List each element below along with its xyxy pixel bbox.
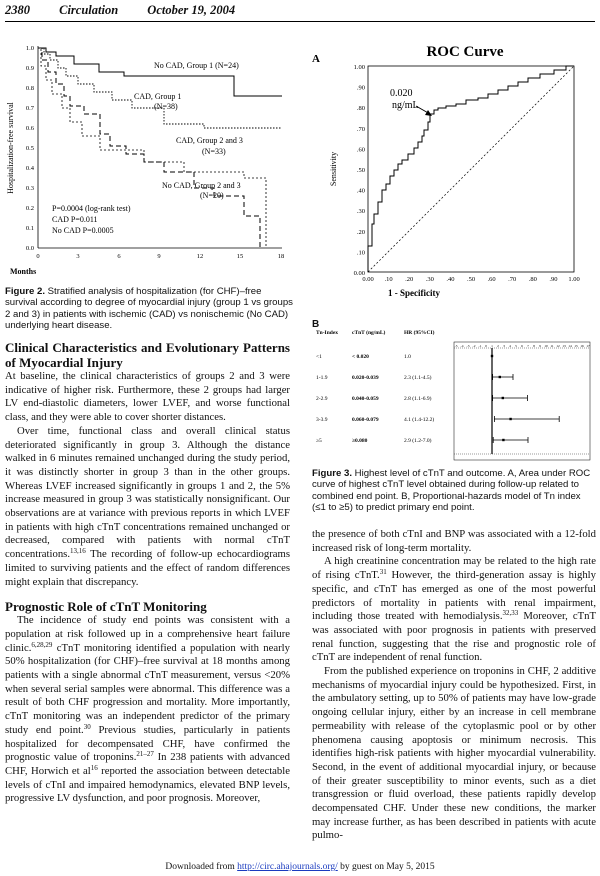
paragraph: From the published experience on troponins in CHF, 2 additive mechanisms of myocardial injury could be hypothesized. First, in the ambulatory setting, up to 50% of patients may have low-grade ongoing cellular injury, either by an increase in cell membrane permeability with release of the cytoplasmic pool or by other phenomena causing apoptosis or minimum necrosis. This identifies high-risk patients with higher myocardial vulnerability. Second, in the event of additional myocardial injury, or because of their greater susceptibility to minor events, such as a diet transgression or fluid overload, these patients rapidly develop decompensated CHF. Under these new conditions, the marker may increase further, as has been described in patients with acute pulmo-	[312, 665, 596, 842]
table-index: <1	[316, 354, 322, 360]
forest-tick: 2	[497, 344, 499, 348]
y-tick: 1.0	[25, 45, 34, 52]
forest-point	[509, 418, 511, 420]
panel-b-label: B	[312, 319, 320, 330]
figure-2-label: Figure 2.	[5, 286, 45, 297]
table-hr: 2.9 (1.2-7.0)	[404, 438, 432, 444]
forest-tick: -2	[472, 344, 476, 348]
roc-y-tick: .60	[356, 146, 365, 154]
table-index: 3-3.9	[316, 417, 328, 423]
forest-tick: 12	[556, 344, 560, 348]
table-range: 0.060-0.079	[352, 417, 379, 423]
figure-2-caption-text: Stratified analysis of hospitalization (for CHF)–free survival according to degree of myocardial injury (group 1 vs groups 2 and 3) in patients with ischemic (CAD) vs nonischemic (No CAD) underlying heart disease.	[5, 286, 293, 332]
figure-3a-roc	[310, 38, 598, 310]
paragraph: Over time, functional class and overall clinical status deteriorated significantly in group 3. Although the distance walked in 6 minutes remained unchanged during the study period, it was distinctly shorter in group 3 than in the other groups. Whereas LVEF increased significantly in groups 1 and 2, the 5% increase measured in group 3 was statistically nonsignificant. Our observations are at variance with previous reports in which LVEF in patients with high cTnT concentrations remained unchanged or decreased, compared with patients with normal cTnT concentrations.$^{13,16}$ The recording of follow-up echocardiograms limited to surviving patients and the effect of random differences might explain that discrepancy.	[5, 424, 290, 588]
paragraph: The incidence of study end points was consistent with a population at risk followed up in a comprehensive heart failure clinic.$^{6,28,29}$ cTnT monitoring identified a population with nearly 50% hospitalization (for CHF)–free survival at 18 months among patients with a single abnormal cTnT measurement, versus <20% when several serial samples were abnormal. This difference was a result of both CHF progression and mortality. More importantly, cTnT monitoring was an independent predictor of the primary study end point.$^{30}$ Previous studies, particularly in patients hospitalized for decompensated CHF, have confirmed the prognostic value of troponins.$^{21-27}$ In 238 patients with advanced CHF, Horwich et $al^{16}$ reported the association between detectable levels of cTnI and impaired hemodynamics, elevated BNP levels, progressive LV dysfunction, and poor prognosis. Moreover,	[5, 614, 290, 805]
running-header	[5, 3, 261, 18]
curve-label: CAD, Group 1	[134, 92, 182, 101]
stat-text: P=0.0004 (log-rank test)	[52, 204, 131, 213]
forest-tick: 17	[586, 344, 590, 348]
paragraph: the presence of both cTnI and BNP was associated with a 12-fold increased risk of long-term mortality.	[312, 528, 596, 554]
footer-suffix: by guest on May 5, 2015	[340, 862, 435, 872]
left-column	[5, 340, 290, 806]
table-hr: 2.3 (1.1-4.5)	[404, 375, 432, 381]
roc-x-tick: .90	[549, 276, 558, 283]
forest-point	[502, 397, 504, 399]
roc-y-tick: 0.00	[353, 270, 365, 277]
roc-y-tick: .80	[356, 105, 365, 113]
y-tick: 0.0	[25, 245, 34, 252]
section-heading-prognostic: Prognostic Role of cTnT Monitoring	[5, 599, 207, 615]
table-index: ≥5	[316, 438, 322, 444]
forest-point	[502, 439, 504, 441]
y-tick: 0.9	[25, 65, 34, 72]
panel-a-label: A	[312, 53, 320, 65]
forest-tick: 13	[562, 344, 566, 348]
roc-y-tick: .20	[356, 228, 365, 236]
forest-tick: 11	[550, 344, 554, 348]
forest-tick: 6	[521, 344, 523, 348]
curve-cad-group1	[38, 48, 282, 128]
table-head: HR (95%CI)	[404, 330, 435, 336]
curve-label: No CAD, Group 1 (N=24)	[154, 61, 239, 70]
y-tick: 0.8	[25, 85, 34, 92]
forest-tick: 16	[580, 344, 584, 348]
forest-tick: -1	[478, 344, 482, 348]
curve-label: (N=33)	[202, 147, 226, 156]
y-tick: 0.5	[25, 145, 34, 152]
y-tick: 0.1	[25, 225, 34, 232]
footer-link[interactable]: http://circ.ahajournals.org/	[237, 862, 338, 872]
x-tick: 9	[157, 253, 161, 260]
y-tick: 0.7	[25, 105, 34, 112]
y-tick: 0.6	[25, 125, 34, 132]
forest-tick: 15	[574, 344, 578, 348]
curve-label: (N=20)	[200, 191, 224, 200]
roc-x-tick: .40	[446, 276, 455, 283]
forest-tick: 1	[491, 344, 493, 348]
right-column	[312, 528, 596, 843]
roc-x-tick: .80	[528, 276, 537, 283]
roc-x-tick: .60	[487, 276, 496, 283]
issue-date: October 19, 2004	[147, 3, 236, 17]
x-axis-label: Months	[10, 267, 37, 276]
x-tick: 18	[277, 253, 285, 260]
forest-point	[499, 376, 501, 378]
forest-tick: 7	[527, 344, 529, 348]
paragraph: At baseline, the clinical characteristics of groups 2 and 3 were indicative of higher risk. Furthermore, these 2 groups had larger LV end-diastolic diameters, lower LVEF, and worse functional class, and they were able to cover shorter distances.	[5, 370, 290, 424]
forest-tick: 4	[509, 344, 511, 348]
section-heading-clinical: Clinical Characteristics and Evolutionary Patterns of Myocardial Injury	[5, 340, 290, 370]
y-tick: 0.3	[25, 185, 34, 192]
roc-y-label: Sensitivity	[329, 151, 338, 187]
table-range: 0.040-0.059	[352, 396, 379, 402]
x-tick: 12	[196, 253, 204, 260]
roc-x-tick: .30	[425, 276, 434, 283]
x-tick: 15	[236, 253, 244, 260]
table-index: 1-1.9	[316, 375, 328, 381]
y-tick: 0.4	[25, 165, 34, 172]
table-range: 0.020-0.039	[352, 375, 379, 381]
roc-x-tick: .50	[466, 276, 476, 283]
curve-label: (N=38)	[154, 102, 178, 111]
roc-x-tick: 1.00	[568, 276, 580, 283]
roc-x-tick: .20	[405, 276, 414, 283]
table-range: < 0.020	[352, 354, 369, 360]
forest-tick: 5	[515, 344, 517, 348]
roc-x-tick: .10	[384, 276, 393, 283]
download-footer	[0, 862, 600, 872]
forest-tick: 10	[544, 344, 548, 348]
table-head: cTnT (ng/mL)	[352, 330, 386, 336]
figure-2-caption	[5, 286, 295, 332]
y-axis-label: Hospitalization-free survival	[6, 102, 15, 194]
curve-label: CAD, Group 2 and 3	[176, 136, 243, 145]
roc-x-label: 1 - Specificity	[388, 288, 440, 298]
figure-3-caption-text: Highest level of cTnT and outcome. A, Area under ROC curve of highest cTnT level obtained during follow-up related to combined end point. B, Proportional-hazards model of Tn index (≤1 to ≥5) to predict primary end point.	[312, 468, 591, 514]
paragraph: A high creatinine concentration may be related to the high rate of rising cTnT.$^{31}$ However, the third-generation assay is highly specific, and cTnT has emerged as one of the most powerful predictors of mortality in patients with renal impairment, including those treated with hemodialysis.$^{32,33}$ Moreover, cTnT was associated with poor prognosis in patients with preserved renal function, suggesting that the rise and prognostic role of cTnT are independent of renal function.	[312, 555, 597, 664]
table-hr: 4.1 (1.4-12.2)	[404, 417, 435, 423]
x-tick: 3	[76, 253, 80, 260]
figure-2-km-plot	[4, 38, 294, 278]
figure-3-label: Figure 3.	[312, 468, 352, 479]
y-tick: 0.2	[25, 205, 34, 212]
forest-tick: 3	[503, 344, 505, 348]
roc-x-tick: 0.00	[362, 276, 374, 283]
x-tick: 6	[117, 253, 121, 260]
forest-tick: 0	[485, 344, 487, 348]
table-head: Tn-Index	[316, 330, 339, 336]
x-tick: 0	[36, 253, 40, 260]
forest-point	[491, 355, 493, 357]
stat-text: No CAD P=0.0005	[52, 226, 114, 235]
roc-y-tick: .30	[356, 208, 365, 216]
curve-no-cad-group1	[38, 48, 282, 96]
stat-text: CAD P=0.011	[52, 215, 98, 224]
forest-tick: -5	[454, 344, 458, 348]
header-rule	[5, 21, 595, 22]
journal-name: Circulation	[59, 3, 119, 17]
page-number: 2380	[5, 3, 30, 17]
table-index: 2-2.9	[316, 396, 328, 402]
roc-y-tick: .50	[356, 167, 365, 174]
forest-tick: -3	[466, 344, 470, 348]
roc-annotation: 0.020	[390, 88, 413, 99]
roc-annotation: ng/mL	[392, 100, 419, 111]
roc-y-tick: .90	[356, 84, 365, 92]
forest-tick: -4	[460, 344, 464, 348]
roc-title: ROC Curve	[426, 44, 504, 60]
table-hr: 2.8 (1.1-6.9)	[404, 396, 432, 402]
figure-3b-forest	[310, 324, 598, 464]
footer-prefix: Downloaded from	[165, 862, 235, 872]
roc-y-tick: 1.00	[353, 64, 365, 71]
figure-3-caption	[312, 468, 596, 514]
forest-tick: 14	[568, 344, 572, 348]
roc-x-tick: .70	[508, 276, 517, 283]
roc-y-tick: .40	[356, 187, 365, 195]
forest-tick: 9	[539, 344, 541, 348]
roc-y-tick: .10	[356, 249, 365, 257]
roc-y-tick: .70	[356, 125, 365, 133]
curve-label: No CAD, Group 2 and 3	[162, 181, 241, 190]
table-range: ≥0.080	[352, 438, 368, 444]
table-hr: 1.0	[404, 354, 411, 360]
forest-tick: 8	[533, 344, 535, 348]
